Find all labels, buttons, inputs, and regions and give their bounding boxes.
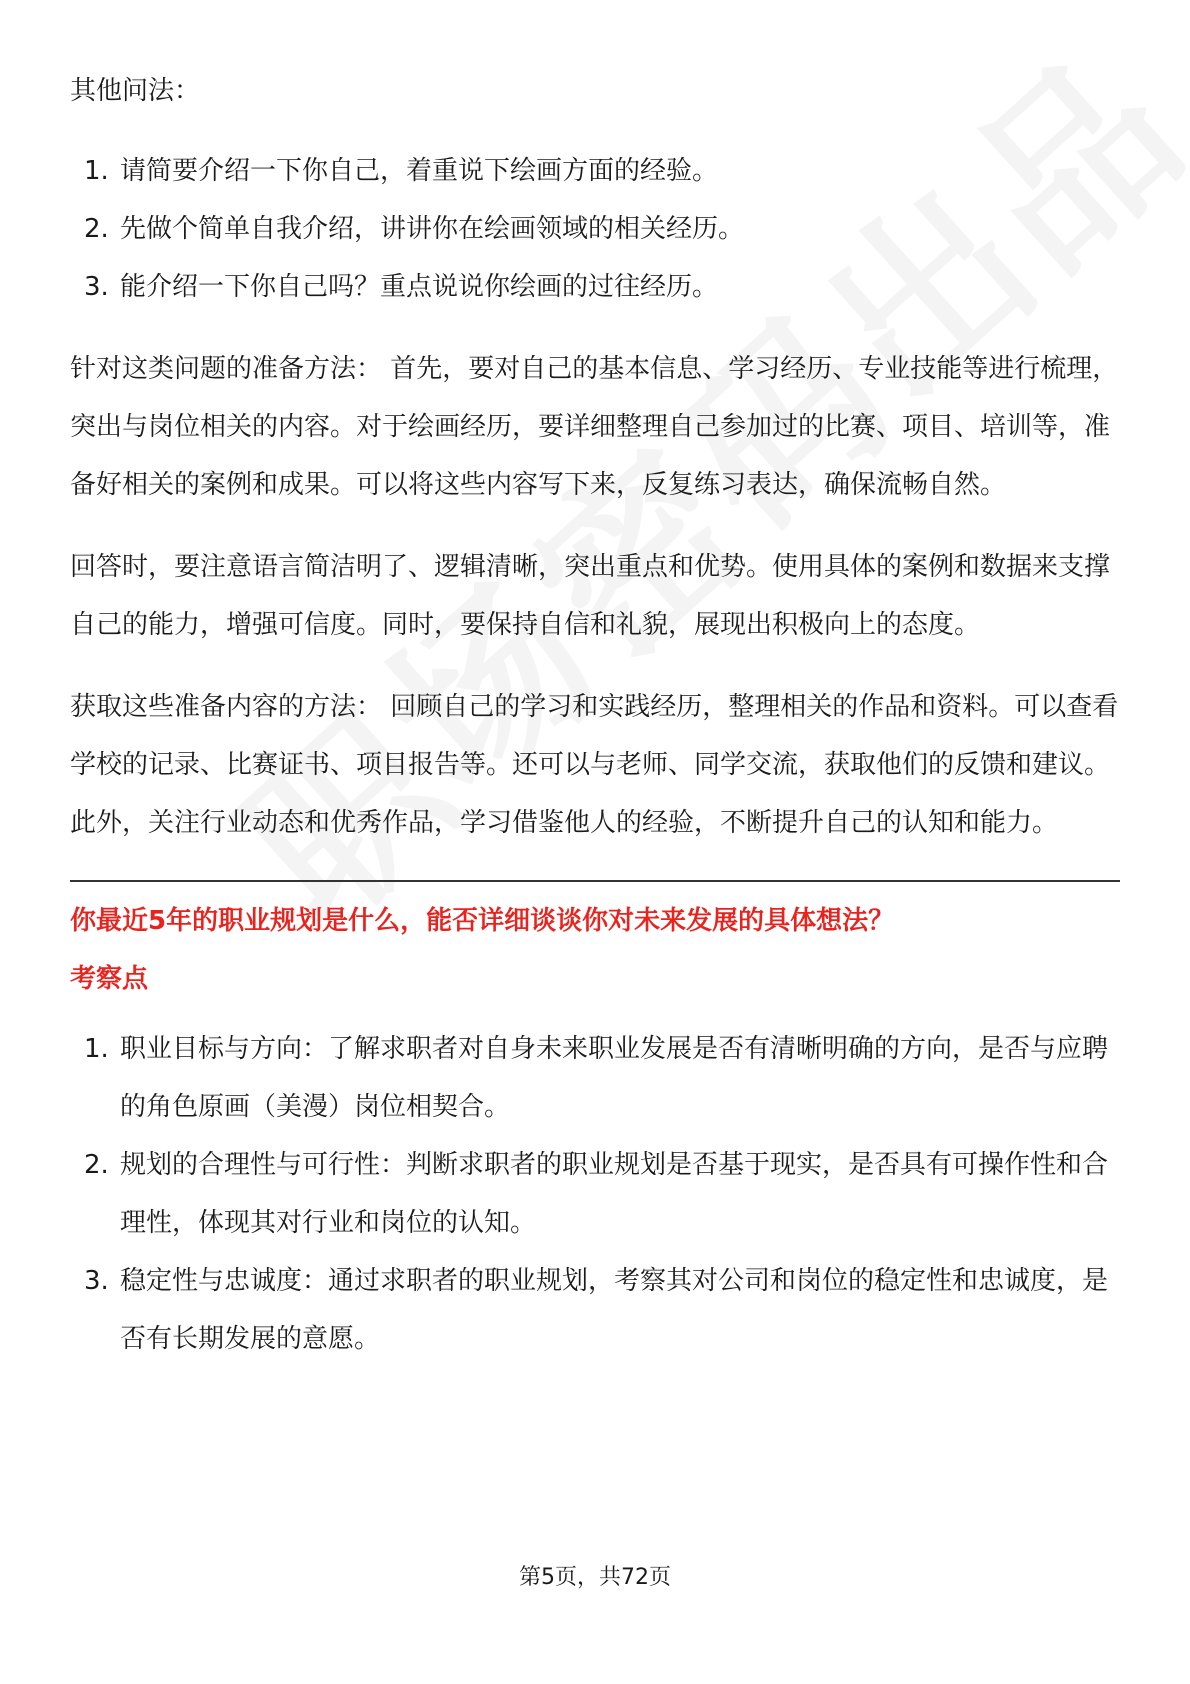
list-item: 3. 能介绍一下你自己吗？重点说说你绘画的过往经历。 [84,272,719,302]
paragraph-preparation: 针对这类问题的准备方法： 首先，要对自己的基本信息、学习经历、专业技能等进行梳理，突出与岗位相关的内容。对于绘画经历，要详细整理自己参加过的比赛、项目、培训等，准备好相关的案例和成果。可以将这些内容写下来，反复练习表达，确保流畅自然。 [70,354,1119,500]
paragraph-gathering: 获取这些准备内容的方法： 回顾自己的学习和实践经历，整理相关的作品和资料。可以查看学校的记录、比赛证书、项目报告等。还可以与老师、同学交流，获取他们的反馈和建议。此外，关注行业动态和优秀作品，学习借鉴他人的经验，不断提升自己的认知和能力。 [70,692,1119,838]
list-item: 1. 请简要介绍一下你自己，着重说下绘画方面的经验。 [84,156,719,186]
page-content [70,62,1120,1368]
list-item: 2. 先做个简单自我介绍，讲讲你在绘画领域的相关经历。 [84,214,745,244]
alt-questions-list [70,142,1120,316]
paragraph-answering: 回答时，要注意语言简洁明了、逻辑清晰，突出重点和优势。使用具体的案例和数据来支撑自己的能力，增强可信度。同时，要保持自信和礼貌，展现出积极向上的态度。 [70,552,1111,640]
list-item: 2. 规划的合理性与可行性：判断求职者的职业规划是否基于现实，是否具有可操作性和合理性，体现其对行业和岗位的认知。 [84,1150,1109,1238]
question-title: 你最近5年的职业规划是什么，能否详细谈谈你对未来发展的具体想法？ [70,906,895,936]
page-number: 第5页，共72页 [519,1565,671,1590]
points-title: 考察点 [70,964,149,994]
list-item: 3. 稳定性与忠诚度：通过求职者的职业规划，考察其对公司和岗位的稳定性和忠诚度，是否有长期发展的意愿。 [84,1266,1109,1354]
section-divider [70,880,1120,882]
points-list [70,1020,1120,1368]
alt-questions-intro: 其他问法： [70,76,201,106]
list-item: 1. 职业目标与方向：了解求职者对自身未来职业发展是否有清晰明确的方向，是否与应聘的角色原画（美漫）岗位相契合。 [84,1034,1109,1122]
